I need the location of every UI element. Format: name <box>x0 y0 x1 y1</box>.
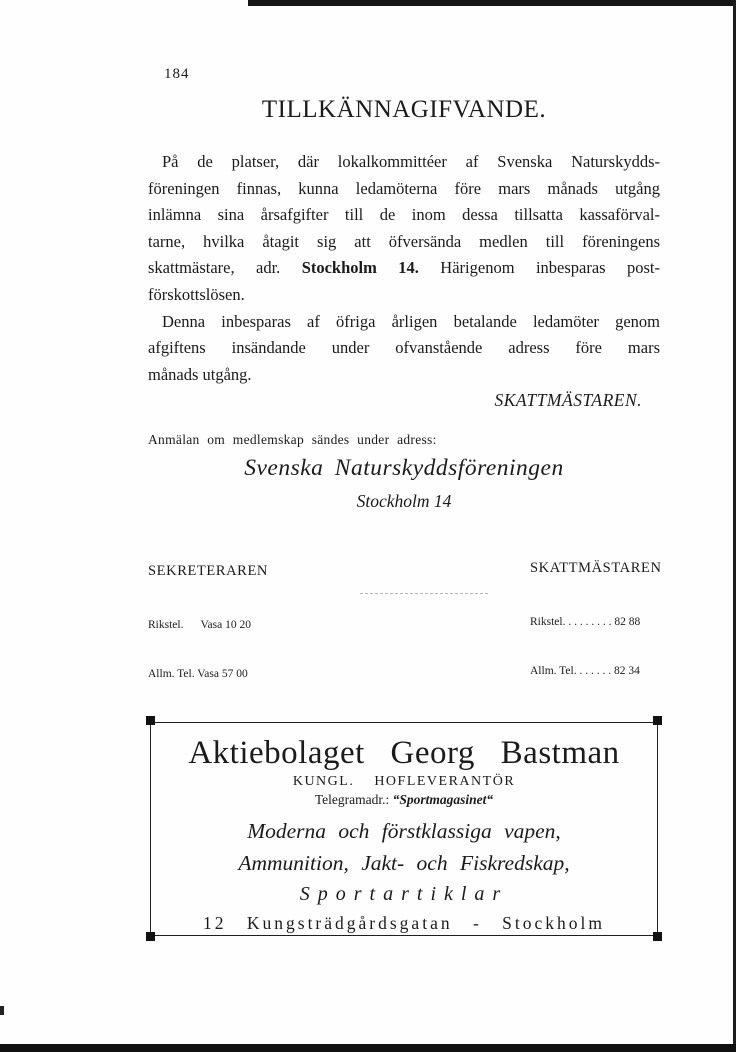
organization-name: Svenska Naturskyddsföreningen <box>244 455 564 481</box>
paragraph-line: föreningen finnas, kunna ledamöterna före mars månads utgång <box>148 178 660 198</box>
contact-treasurer <box>530 524 662 714</box>
paragraph-line <box>148 255 660 282</box>
signature-skattmastaren: SKATTMÄSTAREN. <box>494 390 642 410</box>
contact-phone-line: Allm. Tel. Vasa 57 00 <box>148 668 248 680</box>
advertisement-box <box>150 722 658 936</box>
scan-artifact-left-mark <box>0 1006 4 1015</box>
contact-phone-line: Allm. Tel. . . . . . . 82 34 <box>530 665 640 677</box>
ad-company-name: Aktiebolaget Georg Bastman <box>188 735 620 771</box>
contact-title: SEKRETERAREN <box>148 563 268 579</box>
paragraph-line: Denna inbesparas af öfriga årligen betalande ledamöter genom <box>162 311 660 331</box>
corner-square-icon <box>653 716 662 725</box>
ad-product-line: Moderna och förstklassiga vapen, <box>247 819 561 843</box>
contact-phone-line: Rikstel. Vasa 10 20 <box>148 619 251 631</box>
bold-address: Stockholm 14. <box>301 258 419 278</box>
line-text: Härigenom inbesparas post- <box>418 258 660 278</box>
dashed-divider <box>360 593 488 594</box>
ad-subtitle: KUNGL. HOFLEVERANTÖR <box>292 774 516 789</box>
ad-product-line: Sportartiklar <box>299 883 509 905</box>
contact-title: SKATTMÄSTAREN <box>530 560 662 576</box>
announcement-body <box>148 149 660 388</box>
paragraph-line: månads utgång. <box>148 364 252 384</box>
ad-telegram-address <box>151 792 657 808</box>
ad-street-address: 12 Kungsträdgårdsgatan - Stockholm <box>203 913 605 933</box>
page-title: TILLKÄNNAGIFVANDE. <box>261 96 547 123</box>
membership-intro: Anmälan om medlemskap sändes under adress: <box>148 432 437 447</box>
scan-artifact-top-bar <box>248 0 736 6</box>
page-number: 184 <box>164 66 190 82</box>
paragraph-line: På de platser, där lokalkommittéer af Svenska Naturskydds- <box>162 152 660 171</box>
organization-address: Stockholm 14 <box>356 491 452 511</box>
paragraph-line: tarne, hvilka åtagit sig att öfversända medlen till föreningens <box>148 231 660 251</box>
line-text: skattmästare, adr. <box>148 258 302 278</box>
ad-telegram-label: Telegramadr.: <box>314 792 393 807</box>
corner-square-icon <box>146 932 155 941</box>
paragraph-line: förskottslösen. <box>148 284 245 304</box>
corner-square-icon <box>146 716 155 725</box>
paragraph-line: afgiftens insändande under ofvanstående adress före mars <box>148 338 660 358</box>
contact-secretary <box>148 527 268 717</box>
contact-phone-line: Rikstel. . . . . . . . . 82 88 <box>530 616 641 628</box>
scan-artifact-bottom-bar <box>0 1044 736 1052</box>
paragraph-line: inlämna sina årsafgifter till de inom dessa tillsatta kassaförval- <box>148 205 660 225</box>
ad-telegram-name: “Sportmagasinet“ <box>392 792 494 807</box>
corner-square-icon <box>653 932 662 941</box>
ad-product-line: Ammunition, Jakt- och Fiskredskap, <box>238 851 570 875</box>
